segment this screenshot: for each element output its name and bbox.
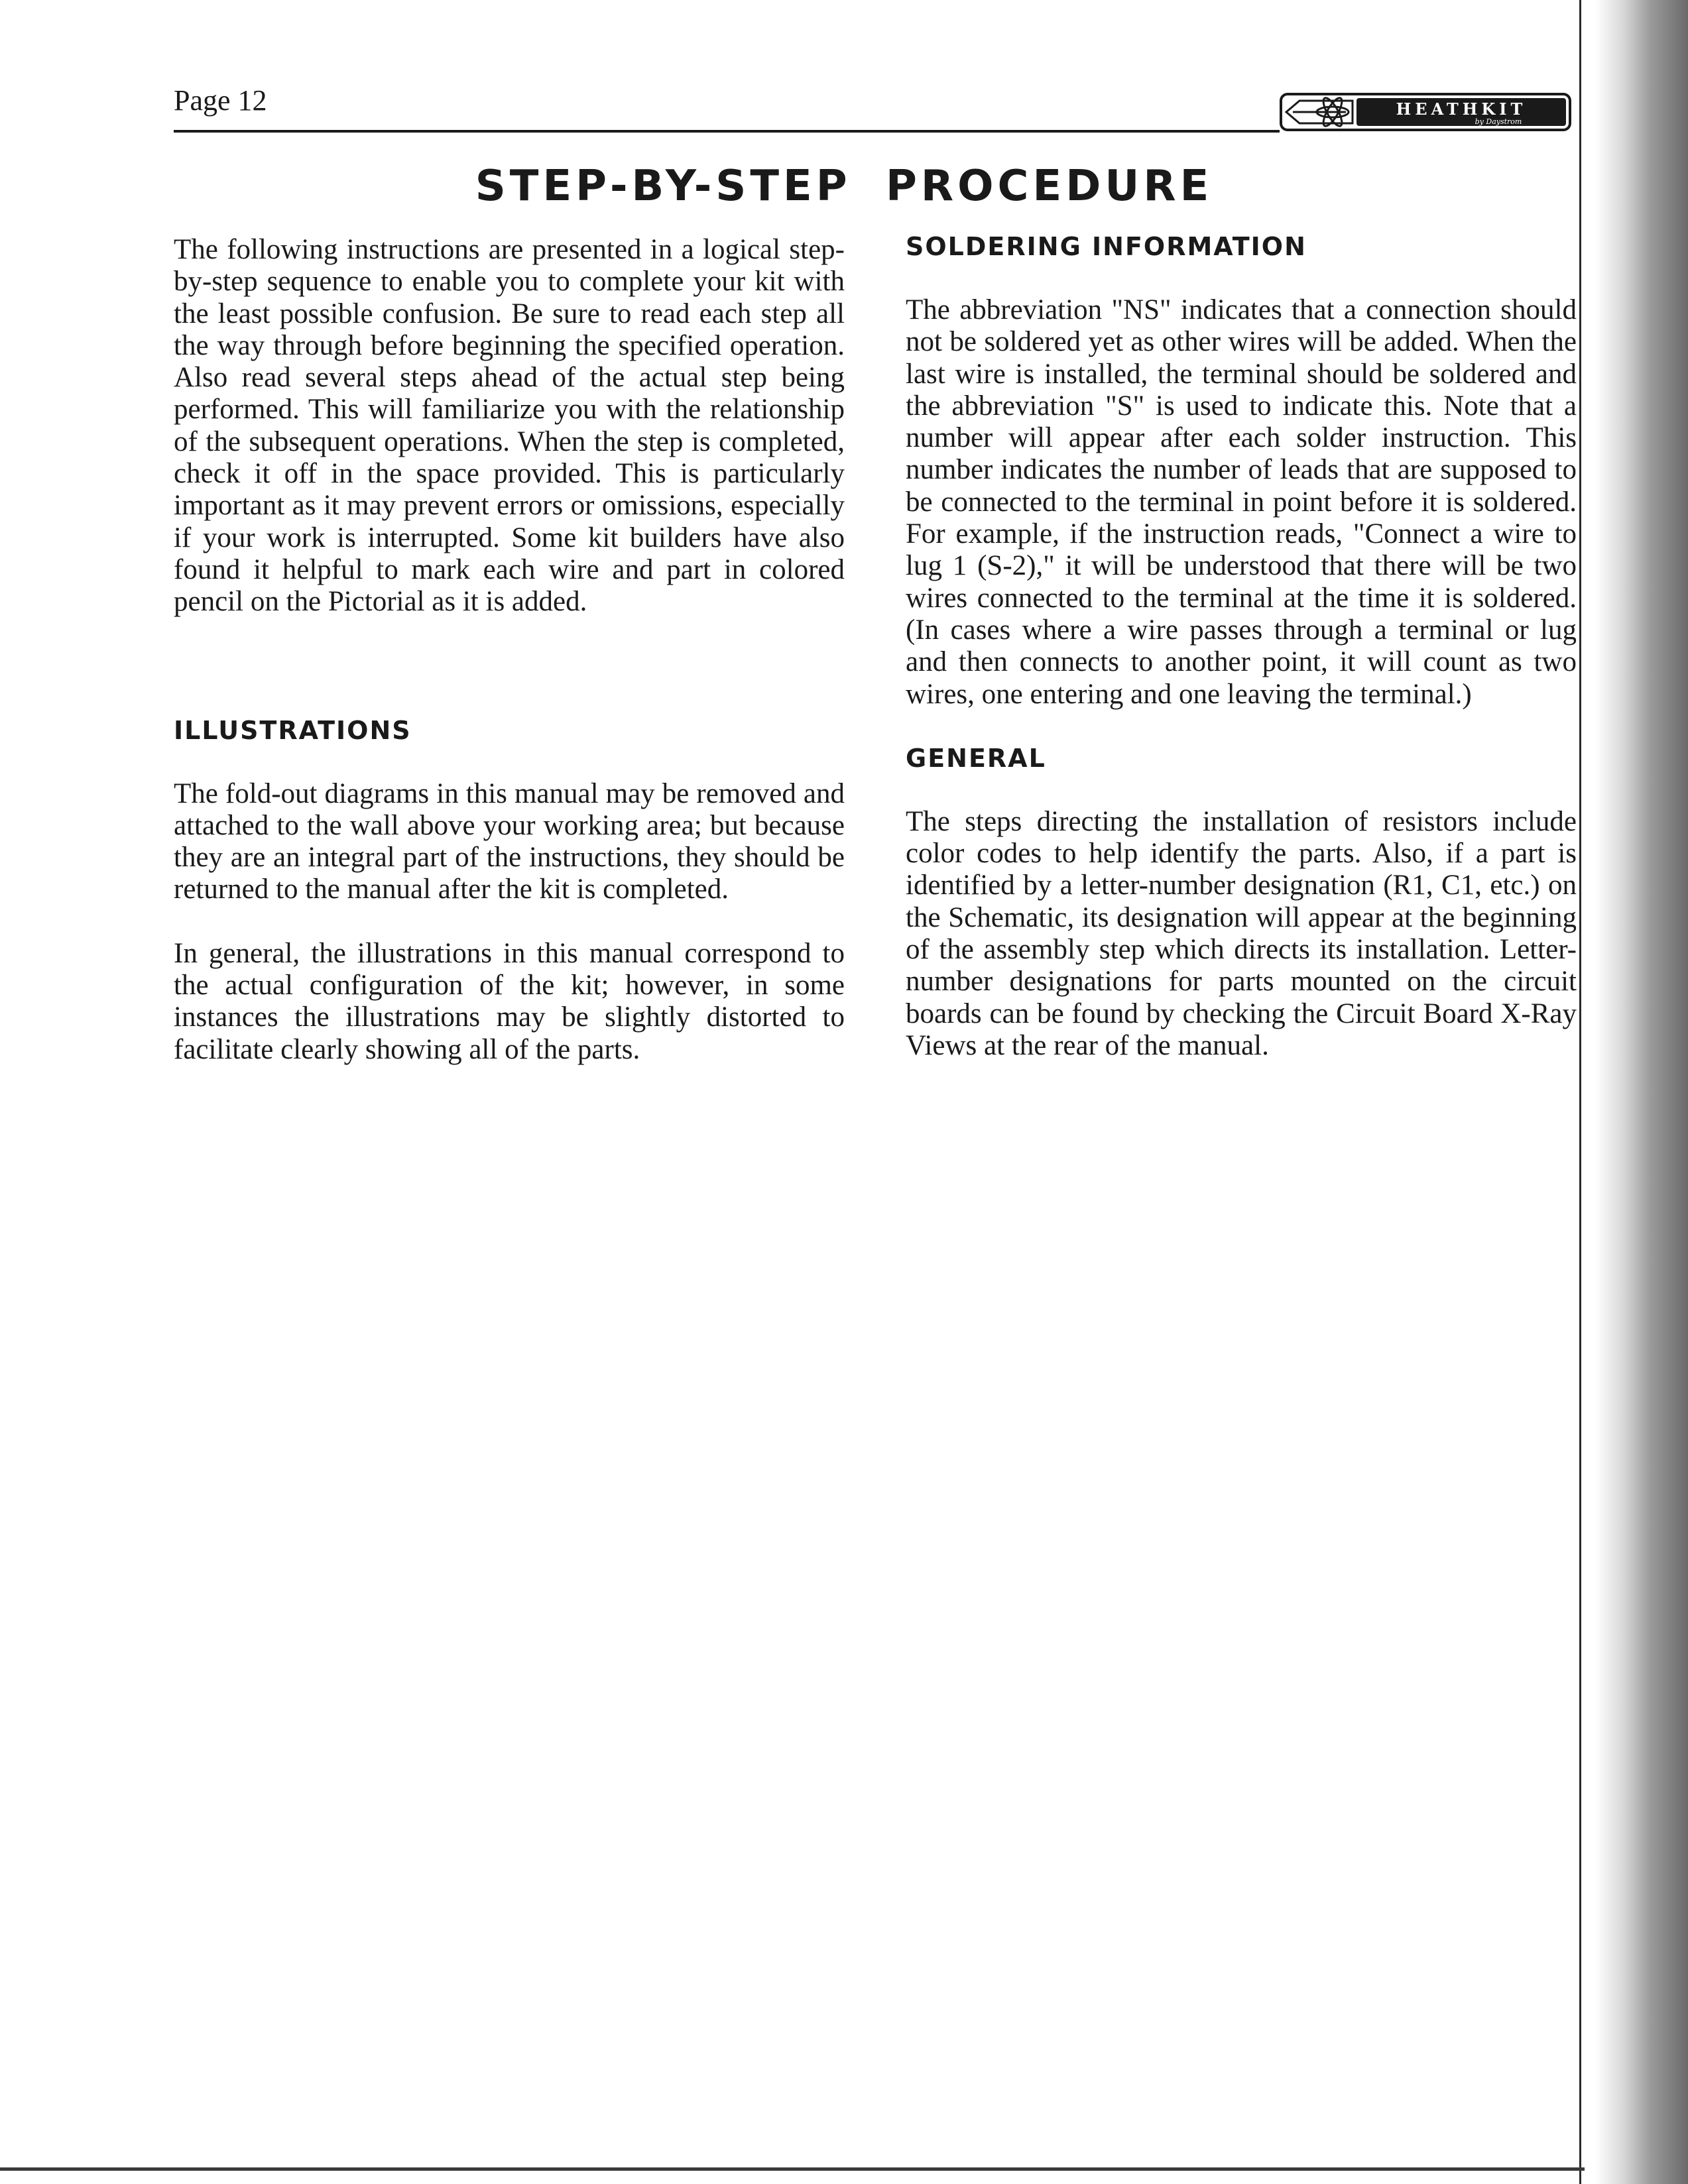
intro-paragraph: The following instructions are presented in a logical step-by-step sequence to enable you to complete your kit with the least possible confusion. Be sure to read each step all the way through before beginning the specified operation. Also read several steps ahead of the actual step being performed. This will familiarize you with the relationship of the subsequent operations. When the step is completed, check it off in the space provided. This is particularly important as it may prevent errors or omissions, especially if your work is interrupted. Some kit builders have also found it helpful to mark each wire and part in colored pencil on the Pictorial as it is added.	[174, 234, 845, 618]
illustrations-heading: ILLUSTRATIONS	[174, 715, 412, 745]
general-paragraph: The steps directing the installation of resistors include color codes to help identify the parts. Also, if a part is identified by a letter-number designation (R1, C1, etc.) on the Schematic, its designation will appear at the beginning of the assembly step which directs its installation. Letter-number designations for parts mounted on the circuit boards can be found by checking the Circuit Board X-Ray Views at the rear of the manual.	[906, 805, 1577, 1061]
right-column	[906, 231, 1577, 1062]
general-heading: GENERAL	[906, 743, 1046, 773]
page-title: STEP-BY-STEP PROCEDURE	[475, 162, 1213, 211]
header-rule	[174, 130, 1280, 133]
bottom-scan-line	[0, 2167, 1585, 2171]
left-column	[174, 234, 845, 1066]
soldering-heading: SOLDERING INFORMATION	[906, 232, 1307, 261]
illustrations-paragraph-1: The fold-out diagrams in this manual may be removed and attached to the wall above your working area; but because they are an integral part of the instructions, they should be returned to the manual after the kit is completed.	[174, 777, 845, 905]
page-edge-line	[1579, 0, 1581, 2184]
logo-text: HEATHKIT	[1396, 99, 1527, 119]
illustrations-paragraph-2: In general, the illustrations in this manual correspond to the actual configuration of the kit; however, in some instances the illustrations may be slightly distorted to facilitate clearly showing all of the parts.	[174, 937, 845, 1065]
page-number: Page 12	[174, 84, 267, 117]
logo-subtext: by Daystrom	[1475, 117, 1522, 126]
scan-edge-shadow	[1595, 0, 1688, 2184]
heathkit-logo	[1280, 91, 1571, 133]
soldering-paragraph: The abbreviation "NS" indicates that a connection should not be soldered yet as other wires will be added. When the last wire is installed, the terminal should be soldered and the abbreviation "S" is used to indicate this. Note that a number will appear after each solder instruction. This number indicates the number of leads that are supposed to be connected to the terminal in point before it is soldered. For example, if the instruction reads, "Connect a wire to lug 1 (S-2)," it will be understood that there will be two wires connected to the terminal at the time it is soldered. (In cases where a wire passes through a terminal or lug and then connects to another point, it will count as two wires, one entering and one leaving the terminal.)	[906, 294, 1577, 710]
